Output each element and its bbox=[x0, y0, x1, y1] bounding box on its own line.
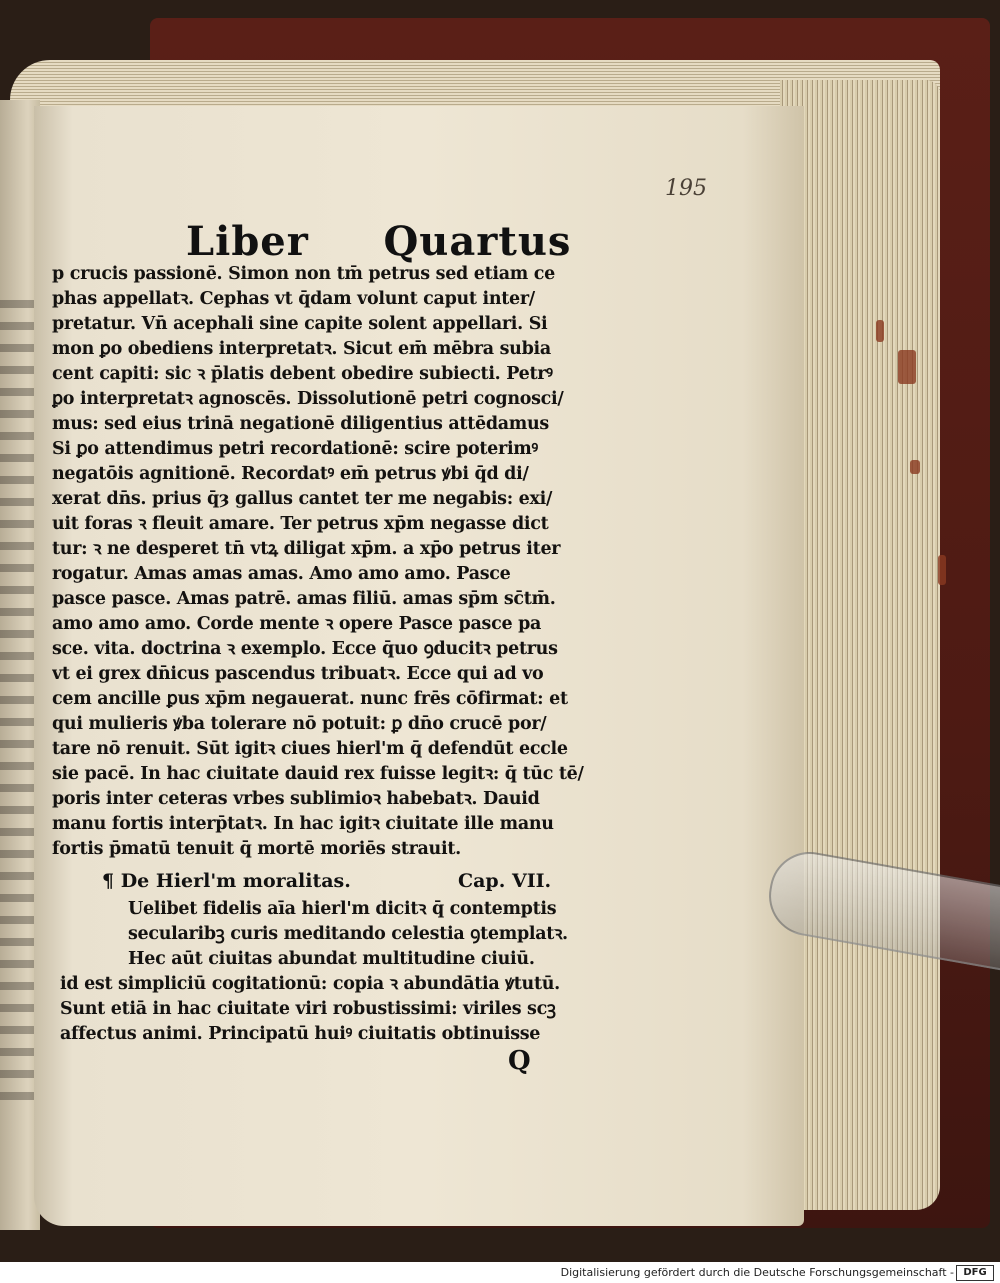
funding-credit: Digitalisierung gefördert durch die Deutsche Forschungsgemeinschaft - bbox=[560, 1266, 954, 1279]
text-line: sce. vita. doctrina ꝛ exemplo. Ecce q̄uo ꝯducitꝛ petrus bbox=[52, 639, 558, 659]
text-line: uit foras ꝛ fleuit amare. Ter petrus xp̄m negasse dict bbox=[52, 514, 549, 534]
text-line: xerat dn̄s. prius q̄ȝ gallus cantet ter me negabis: exi/ bbox=[52, 489, 553, 509]
page-edge-mark bbox=[876, 320, 884, 342]
page-edge-mark bbox=[910, 460, 920, 474]
text-line: Hec aūt ciuitas abundat multitudine ciuiū. bbox=[128, 949, 535, 969]
text-line: secularibꝫ curis meditando celestia ꝯtemplatꝛ. bbox=[128, 924, 568, 944]
text-line: negatōis agnitionē. Recordatꝰ em̄ petrus ꝟbi q̄d di/ bbox=[52, 464, 529, 484]
text-line: p crucis passionē. Simon non tm̄ petrus sed etiam ce bbox=[52, 264, 555, 284]
text-line: poris inter ceteras vrbes sublimioꝛ habebatꝛ. Dauid bbox=[52, 789, 540, 809]
footer-bar bbox=[0, 1262, 1000, 1283]
text-line: tare nō renuit. Sūt igitꝛ ciues hierl'm q̄ defendūt eccle bbox=[52, 739, 568, 759]
chapter-number: Cap. VII. bbox=[458, 870, 552, 892]
page-fore-edge bbox=[780, 80, 940, 1210]
facing-page-text bbox=[0, 300, 36, 1100]
text-line: amo amo amo. Corde mente ꝛ opere Pasce pasce pa bbox=[52, 614, 542, 634]
text-line: id est simpliciū cogitationū: copia ꝛ abundātia ꝟtutū. bbox=[60, 974, 560, 994]
text-line: Uelibet fidelis aīa hierl'm dicitꝛ q̄ contemptis bbox=[128, 899, 557, 919]
text-line: cent capiti: sic ꝛ p̄latis debent obedire subiecti. Petrꝰ bbox=[52, 364, 553, 384]
text-line: vt ei grex dn̄icus pascendus tribuatꝛ. Ecce qui ad vo bbox=[52, 664, 544, 684]
text-line: Sunt etiā in hac ciuitate viri robustissimi: viriles scꝫ bbox=[60, 999, 556, 1019]
main-text-block bbox=[52, 262, 612, 862]
text-line: fortis p̄matū tenuit q̄ mortē moriēs strauit. bbox=[52, 839, 461, 859]
text-line: mus: sed eius trinā negationē diligentius attēdamus bbox=[52, 414, 549, 434]
text-line: manu fortis interp̄tatꝛ. In hac igitꝛ ciuitate ille manu bbox=[52, 814, 554, 834]
running-head: Liber Quartus bbox=[186, 218, 572, 265]
text-line: phas appellatꝛ. Cephas vt q̄dam volunt caput inter/ bbox=[52, 289, 535, 309]
text-line: tur: ꝛ ne desperet tn̄ vtꝝ diligat xp̄m. a xp̄o petrus iter bbox=[52, 539, 561, 559]
chapter-heading bbox=[102, 870, 602, 892]
text-line: rogatur. Amas amas amas. Amo amo amo. Pasce bbox=[52, 564, 511, 584]
text-line: mon ꝑo obediens interpretatꝛ. Sicut em̄ mēbra subia bbox=[52, 339, 551, 359]
chapter-title: ¶ De Hierl'm moralitas. bbox=[102, 870, 351, 892]
signature-mark: Q bbox=[508, 1046, 531, 1076]
text-line: affectus animi. Principatū huiꝰ ciuitatis obtinuisse bbox=[60, 1024, 541, 1044]
text-line: sie pacē. In hac ciuitate dauid rex fuisse legitꝛ: q̄ tūc tē/ bbox=[52, 764, 584, 784]
dfg-logo: DFG bbox=[956, 1265, 994, 1281]
text-line: Si ꝑo attendimus petri recordationē: scire poterimꝰ bbox=[52, 439, 538, 459]
text-line: pasce pasce. Amas patrē. amas filiū. amas sp̄m sc̄tm̄. bbox=[52, 589, 556, 609]
text-line: pretatur. Vn̄ acephali sine capite solent appellari. Si bbox=[52, 314, 548, 334]
text-line: ꝑo interpretatꝛ agnoscēs. Dissolutionē petri cognosci/ bbox=[52, 389, 564, 409]
text-line: qui mulieris ꝟba tolerare nō potuit: ꝑ dn̄o crucē por/ bbox=[52, 714, 547, 734]
chapter-text-block bbox=[60, 897, 620, 1047]
page-edge-mark bbox=[938, 555, 946, 585]
text-line: cem ancille ꝑus xp̄m negauerat. nunc frēs cōfirmat: et bbox=[52, 689, 568, 709]
folio-number: 195 bbox=[665, 176, 707, 201]
page-edge-mark bbox=[898, 350, 916, 384]
